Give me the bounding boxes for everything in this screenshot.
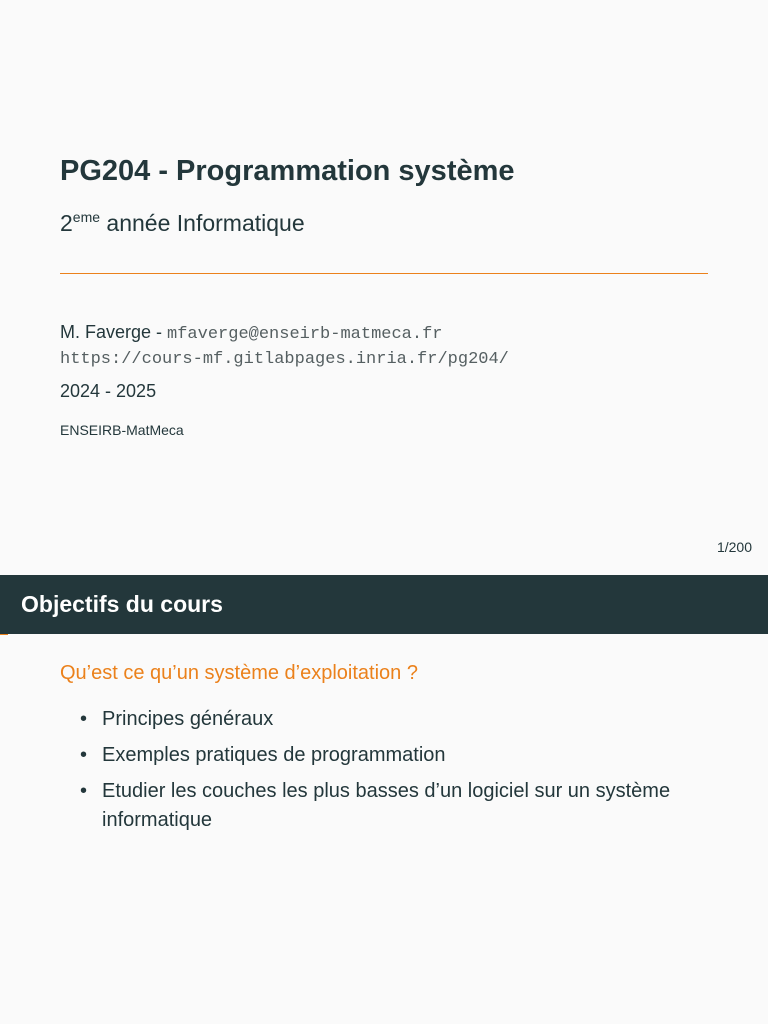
bullet-icon: • [80, 744, 88, 766]
frame-title-bar [0, 575, 768, 634]
bullet-icon: • [80, 708, 88, 730]
subtitle-number: 2 [60, 210, 73, 236]
institute-name: ENSEIRB-MatMeca [60, 422, 184, 438]
presentation-subtitle [60, 210, 305, 237]
title-separator [60, 273, 708, 274]
list-item [80, 777, 710, 835]
objectives-slide [0, 575, 768, 1024]
course-url[interactable]: https://cours-mf.gitlabpages.inria.fr/pg204/ [60, 350, 509, 369]
list-item-text: Etudier les couches les plus basses d’un logiciel sur un système informatique [102, 780, 671, 831]
progress-bar [0, 634, 8, 635]
bullet-icon: • [80, 780, 88, 802]
list-item [80, 705, 710, 734]
block-heading: Qu’est ce qu’un système d’exploitation ? [60, 662, 418, 684]
list-item-text: Principes généraux [102, 708, 274, 730]
list-item [80, 741, 710, 770]
subtitle-superscript: eme [72, 209, 101, 225]
presentation-title: PG204 - Programmation système [60, 155, 515, 187]
author-line [60, 322, 442, 344]
list-item-text: Exemples pratiques de programmation [102, 744, 446, 766]
bullet-list [80, 705, 710, 842]
frame-title: Objectifs du cours [21, 591, 223, 617]
subtitle-rest: année Informatique [100, 210, 305, 236]
author-email[interactable]: mfaverge@enseirb-matmeca.fr [167, 325, 443, 344]
academic-year: 2024 - 2025 [60, 381, 157, 401]
author-name: M. Faverge - [60, 322, 168, 342]
page-number: 1/200 [716, 539, 752, 555]
